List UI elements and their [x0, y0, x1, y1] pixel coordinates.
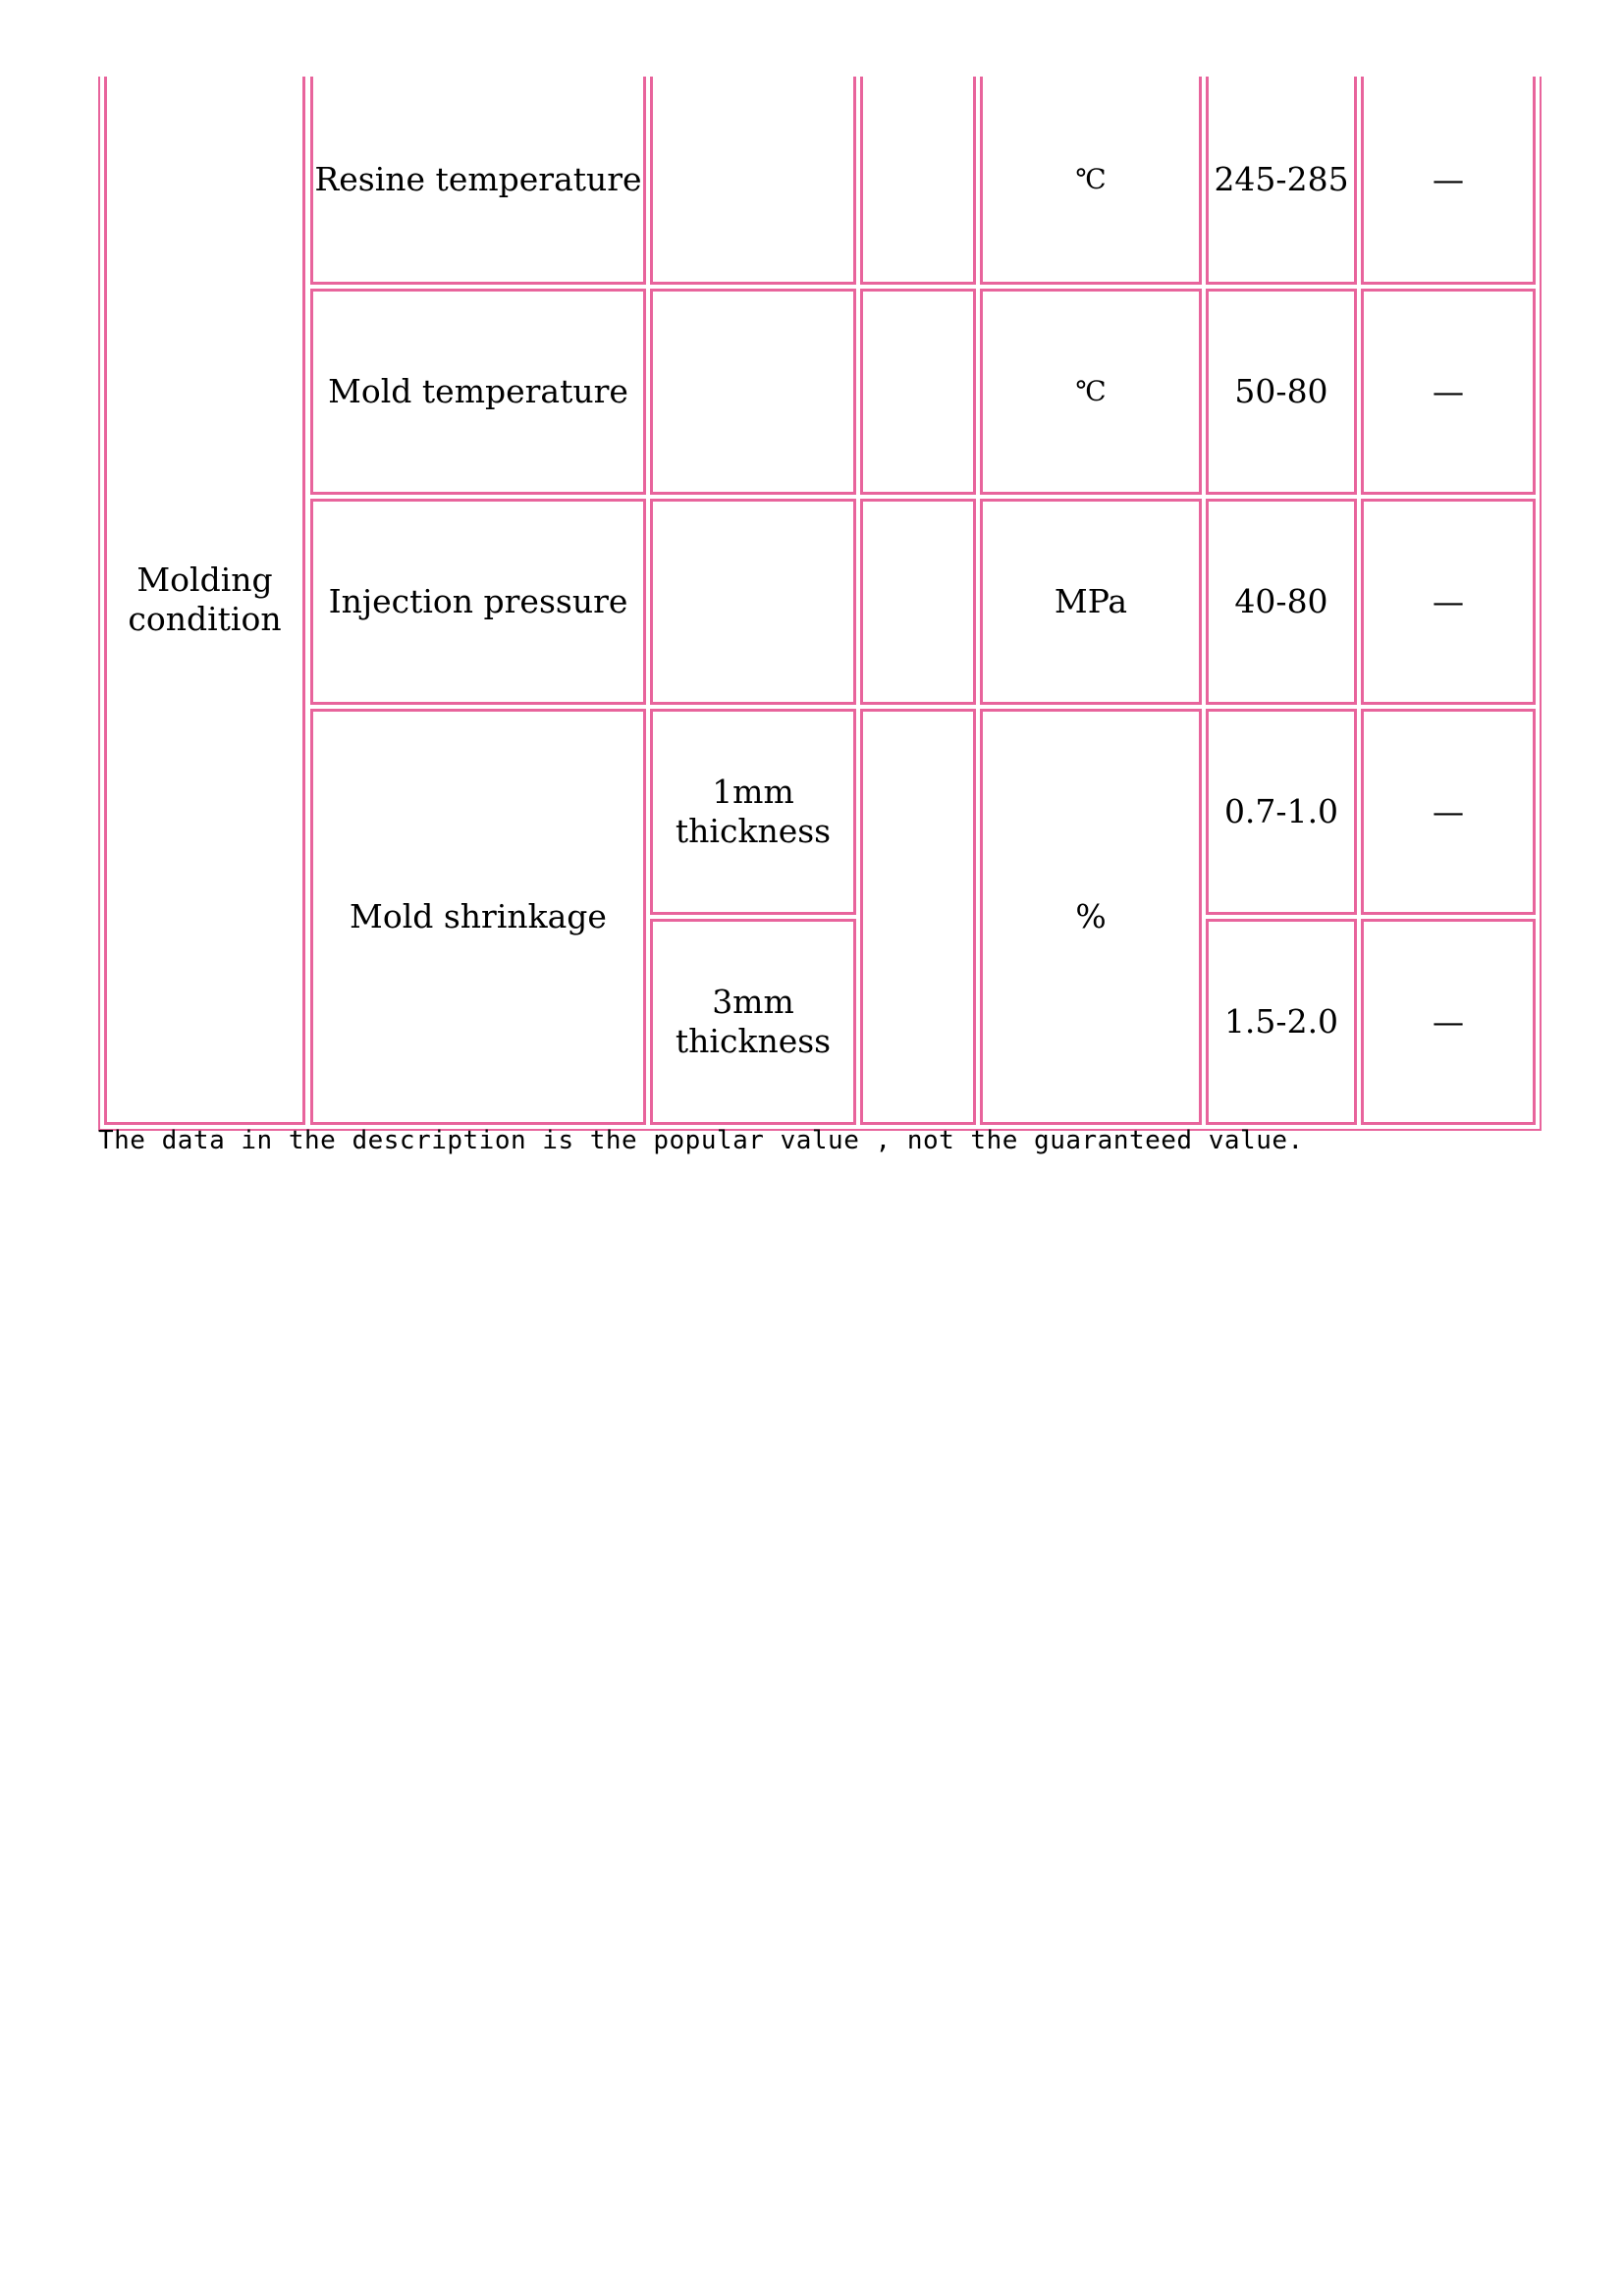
shrinkage-value-3mm — [1206, 919, 1357, 1125]
group-label-line2: condition — [128, 599, 282, 638]
remark-label: — — [1433, 1003, 1464, 1041]
shrinkage-unit — [980, 709, 1202, 1125]
value-label: 0.7-1.0 — [1223, 792, 1339, 830]
table-row-1-value — [1206, 77, 1357, 285]
table-row-3-condition — [650, 499, 856, 705]
remark-label: — — [1433, 583, 1464, 620]
remark-label: — — [1433, 373, 1464, 410]
value-label: 40-80 — [1234, 582, 1328, 620]
table-row-3-value — [1206, 499, 1357, 705]
shrinkage-value-1mm — [1206, 709, 1357, 915]
table-row-2-value — [1206, 289, 1357, 495]
property-label: Injection pressure — [328, 582, 628, 620]
table-row-2-condition — [650, 289, 856, 495]
shrinkage-method — [860, 709, 976, 1125]
table-row-1-remark — [1361, 77, 1536, 285]
unit-label: MPa — [1054, 582, 1128, 620]
unit-label: ℃ — [1075, 375, 1107, 407]
table-row-1-property — [310, 77, 646, 285]
shrinkage-condition-1mm: 1mm thickness — [650, 709, 856, 915]
table-row-1-unit — [980, 77, 1202, 285]
table-row-1-method — [860, 77, 976, 285]
value-label: 1.5-2.0 — [1223, 1002, 1339, 1041]
property-label: Mold shrinkage — [350, 897, 607, 935]
property-label: Mold temperature — [328, 372, 628, 410]
group-label-line1: Molding — [136, 560, 273, 599]
footnote: The data in the description is the popular value , not the guaranteed value. — [98, 1126, 1304, 1155]
table-row-3-unit — [980, 499, 1202, 705]
table-row-1-condition — [650, 77, 856, 285]
unit-label: ℃ — [1075, 162, 1107, 195]
table-row-2-property — [310, 289, 646, 495]
table-row-3-method — [860, 499, 976, 705]
remark-label: — — [1433, 160, 1464, 198]
table-row-3-remark — [1361, 499, 1536, 705]
shrinkage-property — [310, 709, 646, 1125]
unit-label: % — [1075, 897, 1107, 935]
value-label: 50-80 — [1234, 372, 1328, 410]
shrinkage-remark-1mm — [1361, 709, 1536, 915]
value-label: 245-285 — [1214, 159, 1349, 198]
table-row-2-remark — [1361, 289, 1536, 495]
remark-label: — — [1433, 793, 1464, 830]
table-row-2-unit — [980, 289, 1202, 495]
property-table — [98, 77, 1542, 1131]
group-label-cell — [104, 77, 305, 1125]
shrinkage-remark-3mm — [1361, 919, 1536, 1125]
table-row-3-property — [310, 499, 646, 705]
property-label: Resine temperature — [314, 159, 642, 198]
table-row-2-method — [860, 289, 976, 495]
shrinkage-condition-3mm: 3mm thickness — [650, 919, 856, 1125]
